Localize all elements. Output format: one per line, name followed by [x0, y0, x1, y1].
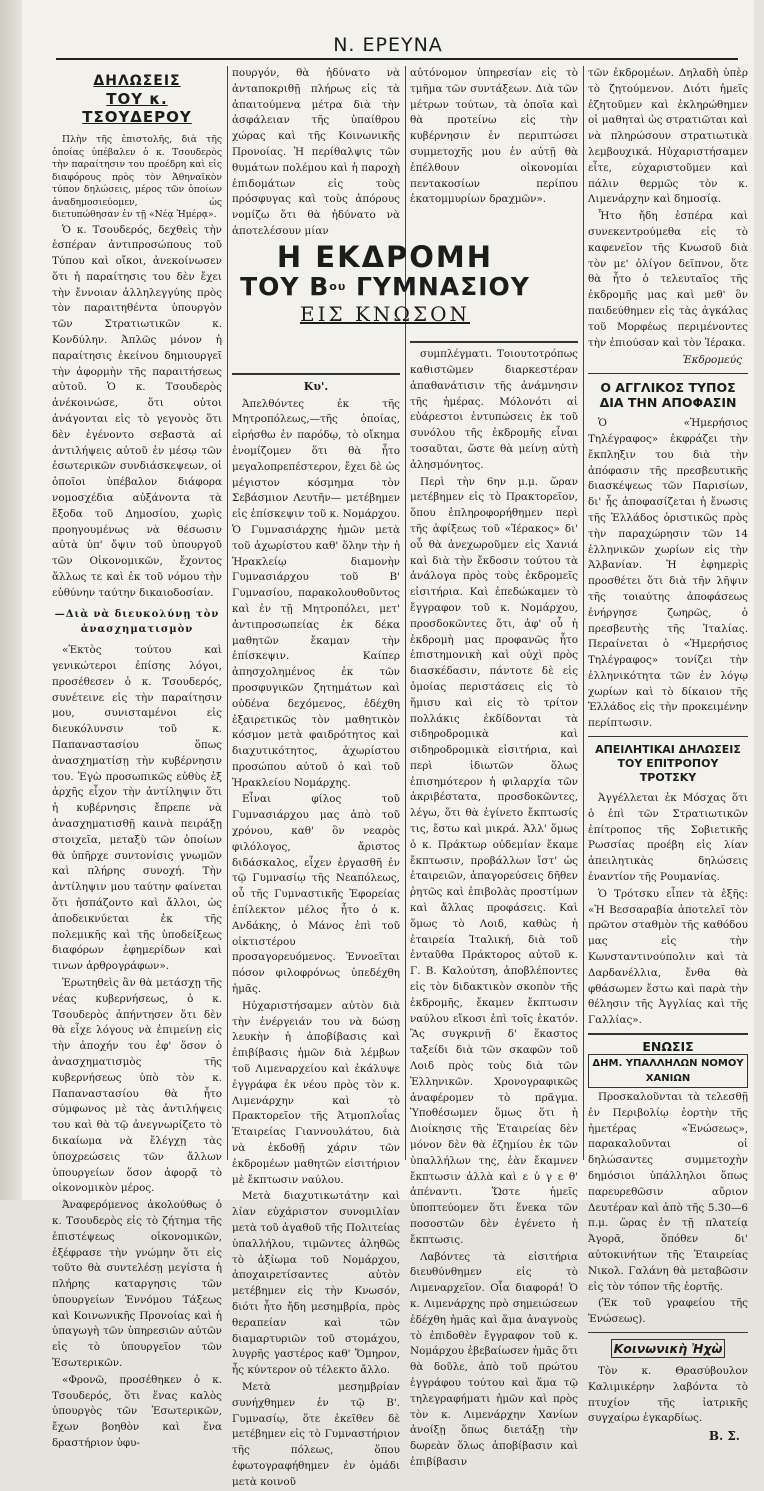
article-intro: Πλὴν τῆς ἐπιστολῆς, διὰ τῆς ὁποίας ὑπέβαλεν ὁ κ. Τσουδερὸς τὴν παραίτησιν του προέδρη καὶ εἰς διαφόρους πρὸς τὸν Ἀθηναϊκὸν τύπον δηλώσεις, μέρος τῶν ὁποίων ἀναδημοσιεύομεν, ὡς διετυπώθησαν ἐν τῇ «Νέᾳ Ἡμέρᾳ». [52, 134, 222, 220]
article-paragraph: «Ἐκτὸς τούτου καὶ γενικώτεροι ἐπίσης λόγοι, προσέθεσεν ὁ κ. Τσουδερός, συνέτεινε εἰς τὴν παραίτησιν μου, συνισταμένοι εἰς διευκόλυνσιν τοῦ κ. Παπαναστασίου ὅπως ἀνασχηματίσῃ τὴν κυβέρνησιν του. Ἐγὼ προσωπικῶς εὐθὺς ἐξ ἀρχῆς εἶχον τὴν ἀντίληψιν ὅτι ἡ κυβέρνησις ἔπρεπε νὰ ἀνασχηματισθῇ καινὰ πειράξῃ στοιχεῖα, μεταξὺ τῶν ὁποίων θὰ ὑπῆρχε συντονίσις γνωμῶν καὶ πλήρης συνοχή. Τὴν ἀντίληψιν μου ταύτην φαίνεται ὅτι ἠσπάζοντο καὶ ἄλλοι, ὡς ἀποδεικνύεται ἐκ τῆς πολεμικῆς καὶ τῆς ὑποδείξεως διαφόρων ἐφημερίδων καὶ τινων ἀρθρογράφων». [52, 644, 222, 973]
section-rule [588, 736, 748, 737]
article-paragraph: Τὸν κ. Θρασύβουλον Καλιμικέρην λαβόντα τὸ πτυχίον τῆς ἰατρικῆς συγχαίρω ἐγκαρδίως. [588, 1364, 748, 1425]
headline-tsouderos-line1: ΔΗΛΩΣΕΙΣ [93, 73, 181, 89]
headline-union-line2: ΔΗΜ. ΥΠΑΛΛΗΛΩΝ ΝΟΜΟΥ ΧΑΝΙΩΝ [588, 1054, 748, 1088]
headline-union [588, 1039, 748, 1088]
headline-rule [410, 341, 578, 343]
article-paragraph: Μετὰ διαχυτικωτάτην καὶ λίαν εὐχάριστον συνομιλίαν μετὰ τοῦ ἀγαθοῦ τῆς Πολιτείας ὑπαλλήλου, τιμῶντες ἀληθῶς τὸ ἀξίωμα τοῦ Νομάρχου, ἀποχαιρετίσαντες αὐτὸν μετέβημεν εἰς τὴν Κνωσόν, διότι ἦτο ἤδη μεσημβρία, πρὸς θεραπείαν καὶ τῶν διαμαρτυριῶν τοῦ στομάχου, λυγρῆς γαστέρος καθ' Ὅμηρον, ἧς κύντερον οὐ τέλεκτο ἄλλο. [232, 1190, 400, 1377]
headline-ekdromi-line3: ΕΙΣ ΚΝΩΣΟΝ [299, 302, 471, 326]
headline-english-press-line1: Ο ΑΓΓΛΙΚΟΣ ΤΥΠΟΣ [600, 380, 736, 396]
section-rule [588, 373, 748, 374]
headline-trotsky-line1: ΑΠΕΙΛΗΤΙΚΑΙ ΔΗΛΩΣΕΙΣ [595, 743, 741, 757]
article-paragraph: Μετὰ μεσημβρίαν συνήχθημεν ἐν τῷ Β'. Γυμνασίῳ, ὅτε ἐκεῖθεν δὲ μετέβημεν εἰς τὸ Γυμναστήριον τῆς πόλεως, ὅπου ἐφωτογραφήθημεν ἐν ὁμάδι μετὰ κοινοῦ [232, 1380, 400, 1488]
article-signature: Β. Σ. [708, 1429, 740, 1444]
headline-ekdromi-line2b: ΓΥΜΝΑΣΙΟΥ [346, 272, 530, 301]
column-4 [588, 66, 748, 1444]
headline-english-press [588, 380, 748, 410]
article-paragraph: Ὁ «Ἡμερήσιος Τηλέγραφος» ἐκφράζει τὴν ἔκπληξιν του διὰ τὴν ἀπόφασιν τῆς πρεσβευτικῆς διασκέψεως τῶν Παρισίων, δι' ἧς ἀποφασίζεται ἡ ἔνωσις τῆς Ἑλλάδος ὁριστικῶς πρὸς τὴν παραχώρησιν τῶν 14 ἑλληνικῶν χωρίων εἰς τὴν Ἀλβανίαν. Ἡ ἐφημερὶς προσθέτει ὅτι διὰ τῆν λῆψιν τῆς τοιαύτης ἀποφάσεως ἐνήργησε ζωηρῶς, ὁ πρεσβευτὴς τῆς Ἰταλίας. Περαίνεται ὁ «Ἡμερήσιος Τηλέγραφος» τονίζει τὴν ἐλληνικότητα τῶν ἐν λόγῳ χωρίων καὶ τὸ δίκαιον τῆς Ἑλλάδος εἰς τὴν προκειμένην περίπτωσιν. [588, 417, 748, 730]
article-paragraph: Ἀγγέλλεται ἐκ Μόσχας ὅτι ὁ ἐπὶ τῶν Στρατιωτικῶν ἐπίτροπος τῆς Σοβιετικῆς Ρωσσίας προέβη εἰς λίαν ἀπειλητικὰς δηλώσεις ἐναντίον τῆς Ρουμανίας. [588, 792, 748, 884]
column-3 [410, 66, 578, 1468]
column-rule [227, 66, 228, 1160]
article-paragraph: Ἦτο ἤδη ἑσπέρα καὶ συνεκεντρούμεθα εἰς τὸ καφενεῖον τῆς Κνωσοῦ διὰ τὸν με' ὀλίγον δεῖπνον, ὅτε θὰ ἦτο ὁ τελευταῖος τῆς ἐκδρομῆς μας καὶ μεθ' ὃν παιδεύθημεν εἰς τὰς ἀγκάλας τοῦ Μορφέως περιμένοντες τὴν ἐπιούσαν καὶ τὸν Ἱέρακα. [588, 210, 748, 349]
article-paragraph: Ὁ κ. Τσουδερός, δεχθεὶς τὴν ἑσπέραν ἀντιπροσώπους τοῦ Τύπου καὶ οἴκοι, ἀνεκοίνωσεν ὅτι ἡ παραίτησις του δὲν ἔχει τὴν ἔννοιαν ἀλληλεγγύης πρὸς τὸν παραιτηθέντα ὑπουργὸν τῶν Στρατιωτικῶν κ. Κονδύλην. Ἀπλῶς μόνον ἡ παραίτησις ἐκείνου δημιουργεῖ τὴν ἀφορμὴν τῆς παραιτήσεως αὐτοῦ. Ὁ κ. Τσουδερὸς ἀνέκοινώσε, ὅτι οὐτοι ἀνάγονται εἰς τὸ γεγονὸς ὅτι δὲν ἐγένοντο σεβαστὰ αἱ ἀντιλήψεις αὐτοῦ ἐν μέσῳ τῶν ἐσωτερικῶν συνδιάσκεψεων, οἱ ὁποῖοι ὑπέβαλον διάφορα νομοσχέδια αὐξάνοντα τὰ ἔξοδα τοῦ Δημοσίου, χωρὶς προηγουμένως νὰ θέσωσιν αὐτὰ ὑπ' ὄψιν τοῦ ὑπουργοῦ τῶν Οἰκονομικῶν, ἔχοντος ἅλλως τε καὶ ἐκ τοῦ νόμου τὴν εὐθύνην ταύτην δικαιοδοσίαν. [52, 223, 222, 599]
headline-tsouderos [52, 72, 222, 126]
headline-ekdromi-line1: Η ΕΚΔΡΟΜΗ [276, 240, 494, 274]
headline-english-press-line2: ΔΙΑ ΤΗΝ ΑΠΟΦΑΣΙΝ [599, 395, 737, 411]
headline-union-line1: ΕΝΩΣΙΣ [642, 1039, 694, 1055]
article-paragraph: Λαβόντες τὰ εἰσιτήρια διευθύνθημεν εἰς τὸ Λιμεναρχεῖον. Οἷα διαφορά! Ὁ κ. Λιμενάρχης πρὸ σημειώσεων ἐδέχθη ἡμᾶς καὶ ἅμα ἀναγνοὺς τὸ ἐπιδοθὲν ἔγγραφον τοῦ κ. Νομάρχου ἐβεβαίωσεν ἡμᾶς ὅτι θὰ δοῦλε, ἀπὸ τοῦ πρώτου ἐγγράφου τούτου καὶ ἅμα τῷ τηλεγραφήματι ἡμῶν καὶ πρὸς τὸν κ. Λιμενάρχην Χανίων ἀνοίξῃ ὅπως διετάξῃ τὴν δωρεὰν ὅλως ἀποβίβασιν καὶ ἐπιβίβασιν [410, 1250, 578, 1468]
column-1 [52, 66, 222, 1450]
article-paragraph: Ἐρωτηθεὶς ἂν θὰ μετάσχῃ τῆς νέας κυβερνήσεως, ὁ κ. Τσουδερὸς ἀπήντησεν ὅτι δὲν θὰ εἶχε λόγους νὰ ἐπιμείνῃ εἰς τὴν ἀποχήν του ἐφ' ὅσον ὁ ἀνασχηματισμὸς τῆς κυβερνήσεως ὑπὸ τὸν κ. Παπαναστασίου θὰ ἦτο σύμφωνος μὲ τὰς ἀντιλήψεις του καὶ θὰ τῷ ἀνεγνωρίζετο τὸ δικαίωμα νὰ ἔλέγχῃ τὰς ὑποχρεώσεις τῶν ἄλλων ὑπουργείων ὅσον ἀφορᾷ τὸ οἰκονομικὸν μέρος. [52, 976, 222, 1195]
article-paragraph: τῶν ἐκδρομέων. Δηλαδὴ ὑπὲρ τὸ ζητούμενον. Διότι ἡμεῖς ἐζητοῦμεν καὶ ἐκληρώθημεν οἱ μαθηταὶ ὡς στρατιῶται καὶ νὰ πληρώσουν στρατιωτικὰ λεμβουχικά. Ηὐχαριστήσαμεν εἶτε, εὐχαριστοῦμεν καὶ πάλιν θερμῶς τὸν κ. Λιμενάρχην καὶ δημοσίᾳ. [588, 67, 748, 206]
article-paragraph: συμπλέγματι. Τοιουτοτρόπως καθιστῶμεν διαρκεστέραν ἀπαθανάτισιν τῆς ἀνάμνησιν τῆς ἡμέρας. Μόλονότι αἱ εὐάρεστοι ἐντυπώσεις ἐκ τοῦ συνόλου τῆς ἐκδρομῆς εἶναι τοσαῦται, ὥστε θὰ μείνῃ αὐτὴ ἀλησμόνητος. [410, 348, 578, 471]
article-paragraph: Ἀπελθόντες ἐκ τῆς Μητροπόλεως,—τῆς ὁποίας, εἰρήσθω ἐν παρόδῳ, τὸ οἴκημα ἐνομίζομεν ὅτι θὰ ἦτο μεγαλοπρεπέστερον, ἔχει δὲ ὡς μέγιστον κόσμημα τὸν Σεβάσμιον Λευτῆν— μετέβημεν εἰς ἐπίσκεψιν τοῦ κ. Νομάρχου. Ὁ Γυμνασιάρχης ἡμῶν μετὰ τοῦ ἀχωρίστου καθ' ὅλην τὴν ἡ Ἡρακλείῳ διαμονὴν Γυμνασιάρχου τοῦ Β' Γυμνασίου, παρακολουθοῦντος καὶ ἐν τῇ Μητροπόλει, μετ' ἀντιπροσωπείας ἐκ δέκα μαθητῶν ἔκαμαν τὴν ἐπίσκεψιν. Καίπερ ἀπησχολημένος ἐκ τῶν προσφυγικῶν ζητημάτων καὶ οὐδένα δεχόμενος, ἐδέχθη ἐξαιρετικῶς τὸν μαθητικὸν κόσμον μετὰ φαιδρότητος καὶ διαχυτικότητος, ἀχωρίστου προσώπου αὐτοῦ ὁ καὶ τοῦ Ἡρακλείου Νομάρχης. [232, 397, 400, 789]
article-paragraph: Εἶναι φίλος τοῦ Γυμνασιάρχου μας ἀπὸ τοῦ χρόνου, καθ' ὃν νεαρὸς φιλόλογος, ἄριστος διδάσκαλος, εἶχεν ἐργασθῆ ἐν τῷ Γυμνασίῳ τῆς Νεαπόλεως, οὗ τῆς Γυμναστικῆς Ἐφορείας ἐπίλεκτον μέλος ἦτο ὁ κ. Ανδάκης, ὁ Μάνος ἐπὶ τοῦ οἰκτιστέρου προσαγορευόμενος. Ἐννοεῖται πόσον φιλοφρόνως ὑπεδέχθη ἡμᾶς. [232, 793, 400, 996]
article-signature: Ἐκδρομεύς [682, 354, 742, 367]
article-paragraph: «Φρονῶ, προσέθηκεν ὁ κ. Τσουδερός, ὅτι ἕνας καλὸς ὑπουργὸς τῶν Ἐσωτερικῶν, ἔχων βοηθὸν καὶ ἕνα δραστήριον ὑφυ- [52, 1373, 222, 1450]
article-paragraph: αὐτόνομον ὑπηρεσίαν εἰς τὸ τμῆμα τῶν συντάξεων. Διὰ τῶν μέτρων τούτων, τὰ ὁποῖα καὶ θὰ προτείνω εἰς τὴν κυβέρνησιν ἐν περιπτώσει συμμετοχῆς μου ἐν αὐτῇ θὰ ἐπέλθουν οἰκονομίαι πεντακοσίων περίπου ἑκατομμυρίων δραχμῶν». [410, 67, 578, 206]
page-shadow [0, 0, 22, 1200]
article-paragraph: Ἀναφερόμενος ἀκολούθως ὁ κ. Τσουδερὸς εἰς τὸ ζήτημα τῆς ἐπιστέψεως οἰκονομικῶν, ἐξέφρασε τὴν γνώμην ὅτι εἰς τοῦτο θὰ συντελέσῃ μεγίστα ἡ πλήρης καταργησις τῶν ὑπουργείων Ἐννόμου Τάξεως καὶ Κοινωνικῆς Προνοίας καὶ ἡ ὑπαγωγὴ τῶν ὑπηρεσιῶν αὐτῶν εἰς τὸ ὑπουργεῖον τῶν Ἐσωτερικῶν. [52, 1199, 222, 1370]
article-paragraph: Ὁ Τρότσκυ εἶπεν τὰ ἑξῆς: «Ἡ Βεσσαραβία ἀποτελεῖ τὸν πρῶτον σταθμὸν τῆς καθόδου μας εἰς τὴν Κωνσταντινούπολιν καὶ τὰ Δαρδανέλλια, ἔνθα θὰ φθάσωμεν ἔστω καὶ παρὰ τὴν θέλησιν τῆς Ἀγγλίας καὶ τῆς Γαλλίας». [588, 887, 748, 1027]
column-2 [232, 66, 400, 1488]
masthead: Ν. ΕΡΕΥΝΑ [333, 34, 443, 56]
headline-ekdromi [218, 242, 552, 326]
section-rule [588, 1332, 748, 1333]
headline-ekdromi-line2 [218, 272, 552, 302]
masthead-rule [56, 58, 738, 60]
article-paragraph: πουργόν, θὰ ἠδύνατο νὰ ἀνταποκριθῇ πλήρως εἰς τὰ ἀπαιτούμενα μέτρα διὰ τὴν ἀσφάλειαν τῆς ὑπαίθρου χώρας καὶ τῆς Κοινωνικῆς Προνοίας. Ἡ περίθαλψις τῶν θυμάτων πολέμου καὶ ἡ παροχὴ ἐπιδομάτων εἰς τοὺς πρόσφυγας καὶ τοὺς ἀπόρους νομίζω ὅτι θὰ ἠδύνατο νὰ ἀποτελέσουν μίαν [232, 67, 400, 237]
column-rule [405, 66, 406, 1160]
headline-tsouderos-line2: ΤΟΥ κ. ΤΣΟΥΔΕΡΟΥ [82, 90, 192, 126]
section-rule [588, 1033, 748, 1035]
headline-trotsky-line2: ΤΟΥ ΕΠΙΤΡΟΠΟΥ ΤΡΟΤΣΚΥ [617, 757, 719, 785]
headline-ekdromi-line2a: ΤΟΥ Β [240, 272, 330, 301]
newspaper-page [22, 0, 754, 1488]
byline: Κυ'. [303, 379, 329, 393]
headline-ekdromi-sup: ου [329, 280, 347, 293]
article-paragraph: Περὶ τὴν 6ην μ.μ. ὥραν μετέβημεν εἰς τὸ Πρακτορεῖον, ὅπου ἐπληροφορήθημεν περὶ τῆς ἀφίξεως τοῦ «Ἱέρακος» δι' οὗ θὰ ἀνεχωροῦμεν εἰς Χανιά καὶ διὰ τὴν ἔκδοσιν τούτου τὰ ἀνάλογα πρὸς τοὺς ἐκδρομεῖς εἰσιτήρια. Καὶ ἐπεδώκαμεν τὸ ἔγγραφον τοῦ κ. Νομάρχου, προσδοκῶντες ὅτι, ἀφ' οὗ ἡ ἐκδρομὴ μας προφανῶς ἦτο ἐπιστημονικὴ καὶ οὐχὶ πρὸς διασκέδασιν, πάντοτε δὲ εἰς ὁμοίας περιστάσεις εἰς τὸ ἥμισυ καὶ εἰς τὸ τρίτον πολλάκις ἐκδίδονται τὰ σιδηροδρομικὰ καὶ σιδηροδρομικὰ εἰσιτήρια, καὶ περὶ ἰδιωτῶν ὅλως ἐπισημότερον ἡ φιλαρχία τῶν ἀκριβέστατα, προσδοκῶντες, λέγω, ὅτι θὰ ἐγίνετο ἔκπτωσίς τις, ἔστω καὶ μικρά. Ἀλλ' ὅμως ὁ κ. Πράκτωρ οὐδεμίαν ἔκαμε ἔκπτωσιν, προβάλλων ἴστ' ὡς ἐταιρειῶν, ἀπαγορεύσεις δῆθεν ῥητῶς καὶ ἐπιβολὰς προστίμων καὶ ἄλλας προφάσεις. Καὶ ὅμως τὸ Λοιδ, καθὼς ἡ ἐταιρεία Ἰταλική, διὰ τοῦ ἐνταῦθα Πράκτορος αὐτοῦ κ. Γ. Β. Καλούτση, ἀποβλέποντες εἰς τὸν διδακτικὸν σκοπὸν τῆς ἐκδρομῆς, ἔκαμεν ἔκπτωσιν ναύλου εἴκοσι ἐπὶ τοῖς ἑκατόν. Ἂς συγκρινῇ δ' ἕκαστος ταξείδι διὰ τῶν σκαφῶν τοῦ Λοιδ πρὸς τοὺς διὰ τῶν Ἑλληνικῶν. Χρονογραφικῶς ἀναφέρομεν τὸ πρᾶγμα. Ὑποθέσωμεν ὅμως ὅτι ἡ Διοίκησις τῆς Ἑταιρείας δὲν μόνον δὲν θὰ ἐζημίου ἐκ τῶν ὑπαλλήλων της, ἐὰν ἔκαμνεν ἔκπτωσιν ἀλλὰ καὶ ε ὐ γ ε θ' ἀπέναντι. Ὥστε ἡμεῖς ὑποπτεύομεν ὅτι ἕνεκα τῶν ποσοστῶν δὲν ἐγένετο ἡ ἔκπτωσις. [410, 475, 578, 1246]
article-subheading: —Διὰ νὰ διευκολύνῃ τὸν ἀνασχηματισμὸν [54, 608, 220, 636]
column-rule [583, 66, 584, 1160]
article-paragraph: (Ἐκ τοῦ γραφείου τῆς Ἑνώσεως). [588, 1297, 748, 1326]
article-paragraph: Προσκαλοῦνται τὰ τελεσθῇ ἐν Περιβολίῳ ἑορτὴν τῆς ἡμετέρας «Ἑνώσεως», παρακαλοῦνται οἱ δηλώσαντες συμμετοχὴν δημόσιοι ὑπάλληλοι ὅπως παρευρεθῶσιν αὔριον Δευτέραν καὶ ἀπὸ τῆς 5.30—6 π.μ. ὥρας ἐν τῇ πλατείᾳ Ἀγορᾶ, ὅπόθεν δι' αὐτοκινήτων τῆς Ἑταιρείας Νικολ. Γαλάνη θὰ μεταβῶσιν εἰς τὸν τόπον τῆς ἑορτῆς. [588, 1091, 748, 1293]
headline-social-echo [588, 1339, 748, 1358]
article-paragraph: Ηὐχαριστήσαμεν αὐτὸν διὰ τὴν ἐνέργειάν του νὰ δώσῃ λευκὴν ἡ ἀποβίβασις καὶ ἐπιβίβασις ἡμῶν διὰ λέμβων τοῦ Λιμεναρχείου καὶ ἐκάλυψε ἐγγράφα ἐκ νέου πρὸς τὸν κ. Λιμενάρχην καὶ τὸ Πρακτορεῖον τῆς Ἀτμοπλοΐας Ἑταιρείας Γιαννουλάτου, διὰ νὰ ἐκδοθῇ χάριν τῶν ἐκδρομέων μαθητῶν εἰσιτήριον μὲ ἔκπτωσιν ναύλου. [232, 999, 400, 1186]
headline-rule [232, 373, 400, 375]
headline-trotsky [588, 743, 748, 785]
headline-social-echo-label: Κοινωνικὴ Ἠχὼ [611, 1339, 726, 1358]
